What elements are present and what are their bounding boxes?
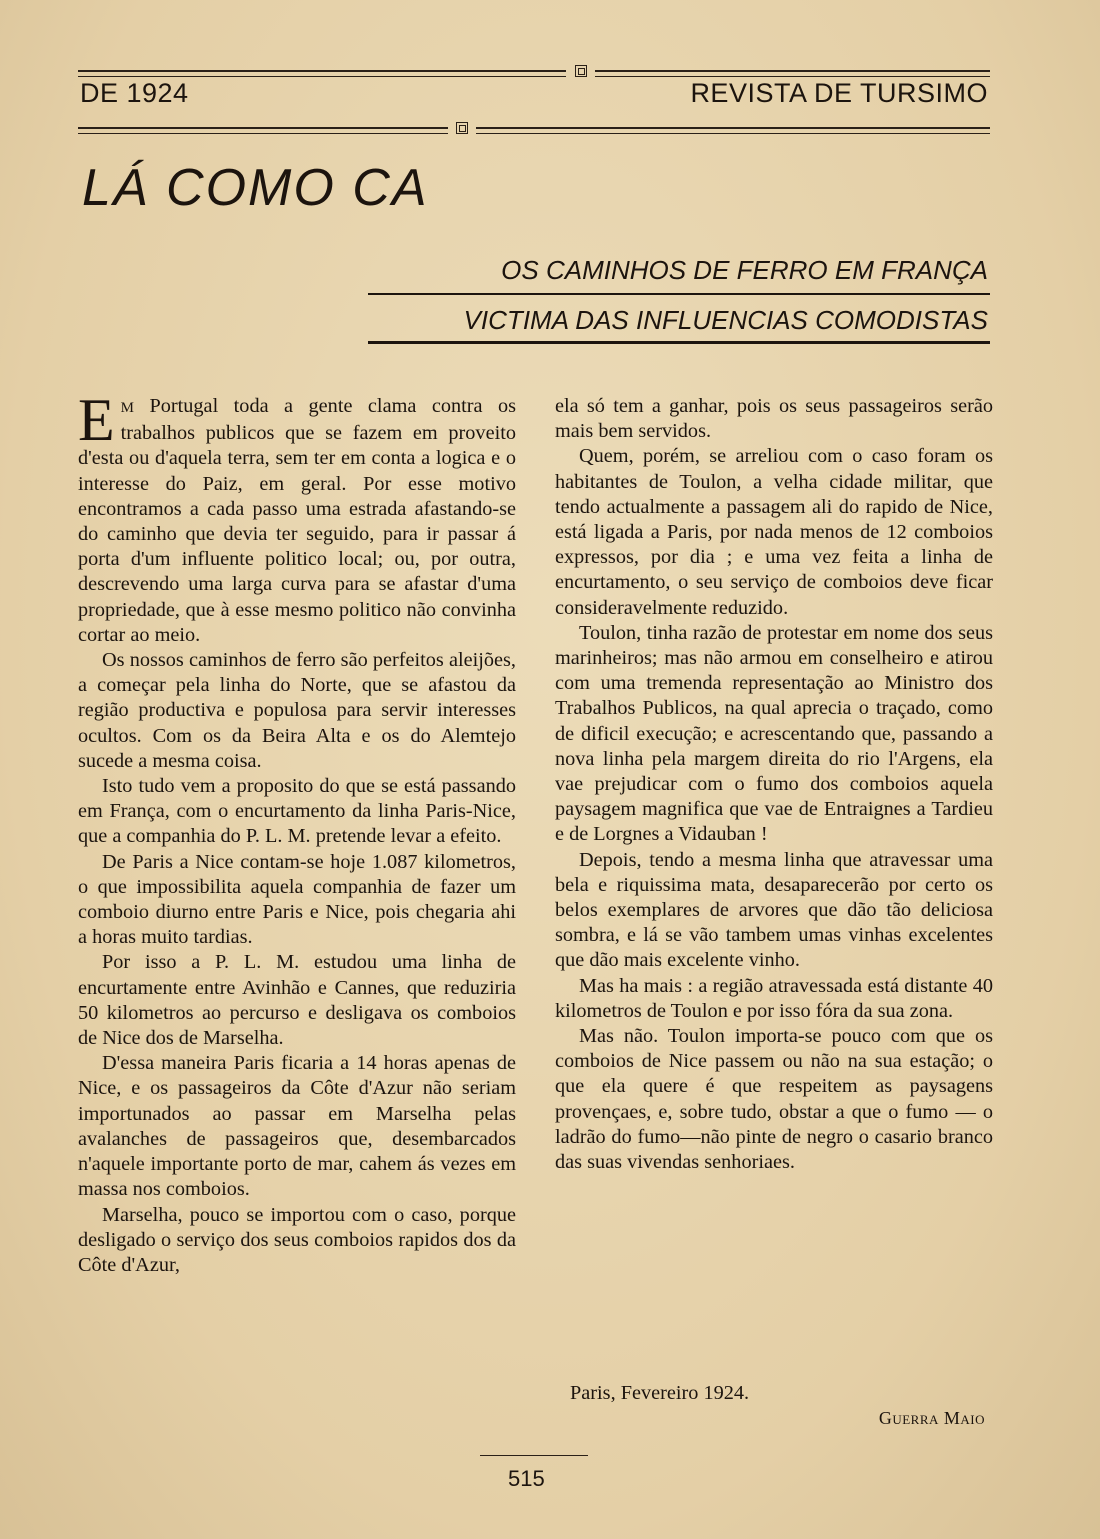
first-word-rest: M [120,400,134,416]
ornament-icon [575,65,587,77]
header-bottom-rule [78,125,990,135]
header-date: DE 1924 [80,78,189,108]
article-paragraph: De Paris a Nice contam-se hoje 1.087 kilometros, o que impossibilita aquela companhia de fazer um comboio diurno entre Paris e Nice, pois chegaria ahi a horas muito tardias. [78,850,516,949]
article-paragraph [78,387,516,648]
article-paragraph: Mas não. Toulon importa-se pouco com que os comboios de Nice passem ou não na sua estação; o que ela quere é que respeitem as paysagens provençaes, e, sobre tudo, obstar a que o fumo — o ladrão do fumo—não pinte de negro o casario branco das suas vivendas senhoriaes. [555,1025,993,1174]
author-signature: Guerra Maio [878,1408,985,1428]
article-paragraph: Quem, porém, se arreliou com o caso foram os habitantes de Toulon, a velha cidade militar, que tendo actualmente a passagem ali do rapido de Nice, está ligada a Paris, por nada menos de 12 comboios expressos, por dia ; e uma vez feita a linha de encurtamento, o seu serviço de comboios deve ficar consideravelmente reduzido. [555,445,993,619]
article-paragraph: Marselha, pouco se importou com o caso, porque desligado o serviço dos seus comboios rapidos dos da Côte d'Azur, [78,1203,516,1276]
subtitle-rule [368,293,990,295]
article-title: LÁ COMO CA [82,159,429,217]
article-column-left [78,387,516,1278]
subtitle-rule [368,341,990,344]
article-paragraph: Mas ha mais : a região atravessada está distante 40 kilometros de Toulon e por isso fóra da sua zona. [555,974,993,1022]
article-paragraph: D'essa maneira Paris ficaria a 14 horas apenas de Nice, e os passageiros da Côte d'Azur não seriam importunados ao passar em Marselha pelas avalanches de passageiros que, desembarcados n'aquele importante porto de mar, cahem ás vezes em massa nos comboios. [78,1052,516,1201]
article-paragraph: Isto tudo vem a proposito do que se está passando em França, com o encurtamento da linha Paris-Nice, que a companhia do P. L. M. pretende levar a efeito. [78,775,516,848]
place-date: Paris, Fevereiro 1924. [570,1382,750,1404]
header-top-rule [78,68,990,78]
footer-rule [480,1455,588,1456]
article-column-right [555,394,993,1175]
article-subtitle: VICTIMA DAS INFLUENCIAS COMODISTAS [463,305,988,335]
article-subtitle: OS CAMINHOS DE FERRO EM FRANÇA [501,255,988,285]
paragraph-text: Portugal toda a gente clama contra os trabalhos publicos que se fazem em proveito d'esta ou d'aquela terra, sem ter em conta a logica e o interesse do Paiz, em geral. Por esse motivo encontramos a cada passo uma estrada afastando-se do caminho que devia ter seguido, para ir passar á porta d'um influente politico local; ou, por outra, descrevendo uma larga curva para se afastar d'uma propriedade, que à esse mesmo politico não convinha cortar ao meio. [78,395,516,646]
article-paragraph: Os nossos caminhos de ferro são perfeitos aleijões, a começar pela linha do Norte, que se afastou da região productiva e populosa para servir interesses ocultos. Com os da Beira Alta e os do Alemtejo sucede a mesma coisa. [78,649,516,772]
page-number: 515 [508,1466,545,1491]
drop-cap: E [78,387,115,453]
article-paragraph: Depois, tendo a mesma linha que atravessar uma bela e riquissima mata, desaparecerão por certo os belos exemplares de arvores que dão tão deliciosa sombra, e lá se vão tambem umas vinhas excelentes que dão mais excelente vinho. [555,848,993,972]
article-paragraph: Toulon, tinha razão de protestar em nome dos seus marinheiros; mas não armou em conselheiro e atirou com uma tremenda representação ao Ministro dos Trabalhos Publicos, na qual aprecia o traçado, como de dificil execução; e acrescentando que, passando a nova linha pela margem direita do rio l'Argens, ela vae prejudicar com o fumo dos comboios aquela paysagem magnifica que vae de Entraignes a Tardieu e de Lorgnes a Vidauban ! [555,621,993,846]
header-publication: REVISTA DE TURSIMO [690,78,988,108]
ornament-icon [456,122,468,134]
article-paragraph: ela só tem a ganhar, pois os seus passageiros serão mais bem servidos. [555,395,993,443]
article-paragraph: Por isso a P. L. M. estudou uma linha de encurtamente entre Avinhão e Cannes, que reduziria 50 kilometros ao percurso e desligava os comboios de Nice dos de Marselha. [78,951,516,1050]
